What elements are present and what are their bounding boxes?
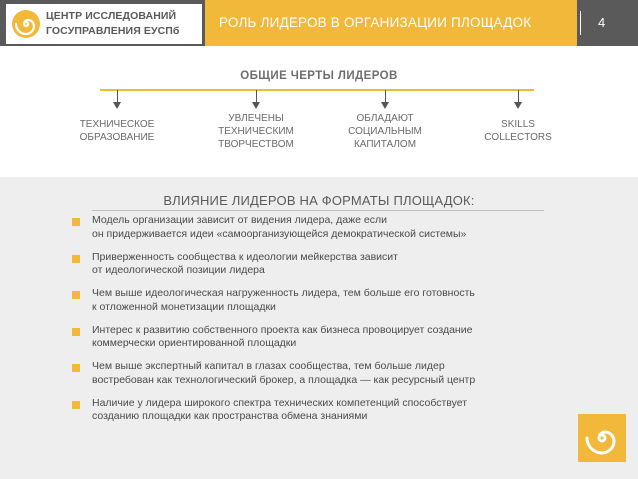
- arrow-down-icon: [252, 102, 260, 109]
- logo-line-2: ГОСУПРАВЛЕНИЯ ЕУСПб: [46, 25, 180, 37]
- bullet-square-icon: [72, 218, 80, 226]
- trait-technical-education: [57, 118, 177, 144]
- list-item: [72, 360, 592, 387]
- trait-line: ТВОРЧЕСТВОМ: [218, 139, 294, 150]
- bullet-square-icon: [72, 255, 80, 263]
- bullet-line: он придерживается идеи «самоорганизующейся демократической системы»: [92, 227, 467, 240]
- list-item: [72, 324, 592, 351]
- trait-line: ТЕХНИЧЕСКИМ: [218, 126, 294, 137]
- bullet-line: от идеологической позиции лидера: [92, 264, 265, 276]
- bullet-line: Наличие у лидера широкого спектра технических компетенций способствует: [92, 396, 468, 409]
- list-item: [72, 251, 592, 278]
- bullet-line: созданию площадки как пространства обмена знаниями: [92, 410, 368, 422]
- arrow-down-icon: [381, 102, 389, 109]
- spiral-logo-icon: [11, 9, 41, 39]
- trait-connector: [385, 90, 386, 102]
- trait-line: ТЕХНИЧЕСКОЕ: [79, 119, 155, 130]
- bullet-line: Чем выше идеологическая нагруженность лидера, тем больше его готовность: [92, 287, 475, 299]
- trait-connector: [518, 90, 519, 102]
- trait-line: ОБЛАДАЮТ: [356, 113, 414, 124]
- bullet-square-icon: [72, 291, 80, 299]
- trait-technical-creativity: [196, 112, 316, 151]
- bullet-line: к отложенной монетизации площадки: [92, 300, 276, 313]
- arrow-down-icon: [514, 102, 522, 109]
- bullet-square-icon: [72, 401, 80, 409]
- header-bar: [0, 0, 638, 46]
- trait-line: COLLECTORS: [484, 132, 552, 143]
- trait-line: ОБРАЗОВАНИЕ: [79, 132, 155, 143]
- influence-divider: [92, 210, 544, 211]
- bullet-line: Чем выше экспертный капитал в глазах сообщества, тем больше лидер: [92, 360, 445, 372]
- trait-social-capital: [325, 112, 445, 151]
- spiral-corner-icon: [578, 414, 626, 462]
- traits-title: ОБЩИЕ ЧЕРТЫ ЛИДЕРОВ: [240, 70, 398, 82]
- list-item: [72, 287, 592, 314]
- trait-line: КАПИТАЛОМ: [353, 139, 417, 150]
- header-divider: [580, 11, 581, 35]
- trait-connector: [117, 90, 118, 102]
- influence-list: [72, 214, 592, 433]
- page-number: 4: [598, 15, 606, 30]
- bullet-line: коммерчески ориентированной площадки: [92, 337, 297, 349]
- arrow-down-icon: [113, 102, 121, 109]
- bullet-line: Модель организации зависит от видения лидера, даже если: [92, 214, 387, 226]
- logo-text: [46, 9, 180, 39]
- traits-line: [100, 89, 534, 91]
- trait-connector: [256, 90, 257, 102]
- bullet-line: Интерес к развитию собственного проекта как бизнеса провоцирует создание: [92, 323, 473, 336]
- logo-line-1: ЦЕНТР ИССЛЕДОВАНИЙ: [46, 10, 177, 22]
- bullet-square-icon: [72, 364, 80, 372]
- bullet-line: Приверженность сообщества к идеологии мейкерства зависит: [92, 250, 398, 263]
- bullet-square-icon: [72, 328, 80, 336]
- trait-line: УВЛЕЧЕНЫ: [228, 113, 284, 124]
- bullet-line: востребован как технологический брокер, а площадка — как ресурсный центр: [92, 373, 476, 386]
- trait-line: SKILLS: [501, 119, 535, 130]
- list-item: [72, 214, 592, 241]
- list-item: [72, 397, 592, 424]
- slide-title: РОЛЬ ЛИДЕРОВ В ОРГАНИЗАЦИИ ПЛОЩАДОК: [205, 0, 577, 46]
- logo: [6, 4, 202, 44]
- trait-skills-collectors: [458, 118, 578, 144]
- influence-title: ВЛИЯНИЕ ЛИДЕРОВ НА ФОРМАТЫ ПЛОЩАДОК:: [163, 193, 475, 208]
- trait-line: СОЦИАЛЬНЫМ: [348, 126, 422, 137]
